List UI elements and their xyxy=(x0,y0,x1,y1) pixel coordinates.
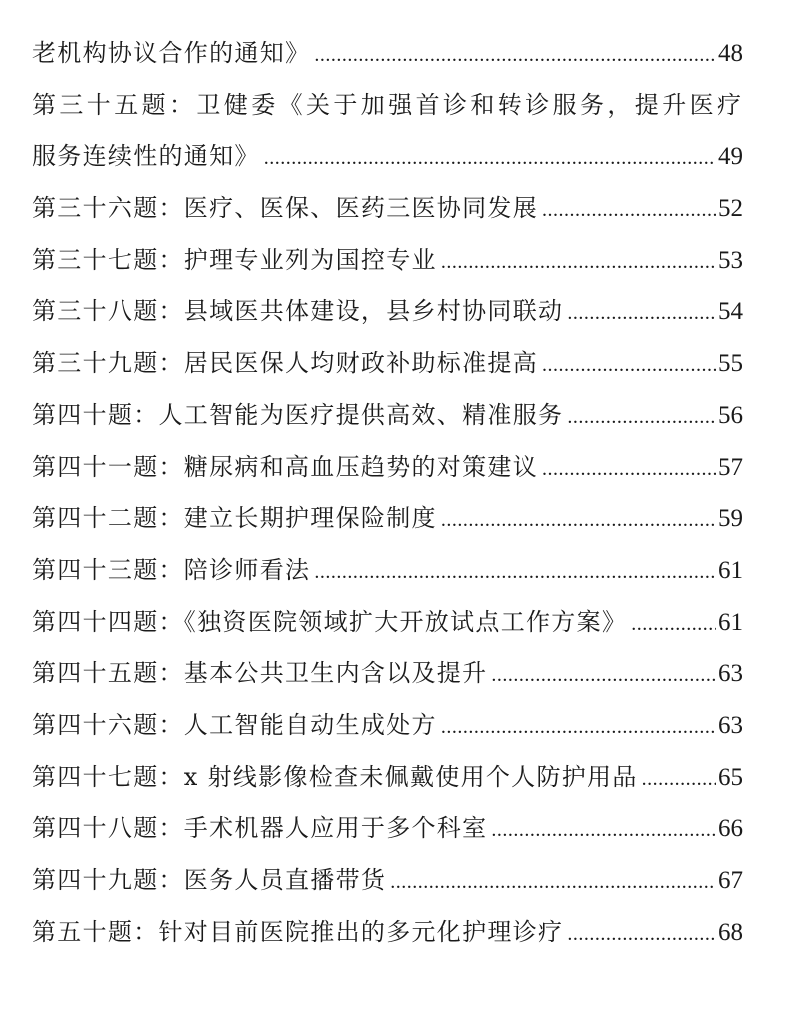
toc-entry[interactable] xyxy=(32,390,743,442)
toc-entry[interactable] xyxy=(32,183,743,235)
toc-entry-page: 54 xyxy=(718,298,743,326)
toc-leader-dots xyxy=(491,650,716,702)
toc-leader-dots xyxy=(642,754,716,806)
toc-entry-title: 第四十五题：基本公共卫生内含以及提升 xyxy=(32,659,488,688)
toc-leader-dots xyxy=(631,599,716,651)
toc-entry-page: 63 xyxy=(718,711,743,739)
toc-entry-title: 第四十一题：糖尿病和高血压趋势的对策建议 xyxy=(32,452,538,481)
toc-leader-dots xyxy=(314,30,716,82)
toc-entry-page: 59 xyxy=(718,505,743,533)
toc-entry-title: 第四十九题：医务人员直播带货 xyxy=(32,866,387,894)
toc-leader-dots xyxy=(542,444,716,496)
toc-leader-dots xyxy=(314,547,716,599)
toc-leader-dots xyxy=(542,185,716,237)
toc-leader-dots xyxy=(491,805,716,857)
toc-entry-title: 第三十八题：县域医共体建设，县乡村协同联动 xyxy=(32,297,564,326)
toc-entry-title: 第四十六题：人工智能自动生成处方 xyxy=(32,710,437,739)
toc-leader-dots xyxy=(542,340,716,392)
toc-entry-title: 第三十五题：卫健委《关于加强首诊和转诊服务，提升医疗 xyxy=(32,90,745,119)
toc-entry-page: 68 xyxy=(718,918,743,946)
toc-entry[interactable] xyxy=(32,803,743,855)
toc-leader-dots xyxy=(567,288,716,340)
toc-entry[interactable] xyxy=(32,235,743,287)
toc-entry-page: 63 xyxy=(718,660,743,688)
toc-entry-title: 第四十七题：x 射线影像检查未佩戴使用个人防护用品 xyxy=(32,762,638,791)
toc-entry-page: 55 xyxy=(718,350,743,378)
toc-leader-dots xyxy=(441,237,716,289)
toc-leader-dots xyxy=(264,133,716,185)
table-of-contents xyxy=(32,28,743,958)
toc-leader-dots xyxy=(390,857,716,909)
toc-entry-page: 65 xyxy=(718,763,743,791)
toc-entry[interactable] xyxy=(32,752,743,804)
toc-entry-title: 第三十七题：护理专业列为国控专业 xyxy=(32,245,437,274)
toc-entry[interactable] xyxy=(32,907,743,959)
toc-entry-page: 61 xyxy=(718,556,743,584)
toc-entry-page: 56 xyxy=(718,401,743,429)
toc-entry-page: 53 xyxy=(718,246,743,274)
toc-entry[interactable] xyxy=(32,80,743,132)
toc-entry-title: 第四十二题：建立长期护理保险制度 xyxy=(32,504,437,533)
toc-entry[interactable] xyxy=(32,28,743,80)
toc-entry-title: 第四十三题：陪诊师看法 xyxy=(32,555,311,584)
toc-entry-page: 61 xyxy=(718,608,743,636)
toc-entry[interactable] xyxy=(32,545,743,597)
toc-entry-title: 第四十八题：手术机器人应用于多个科室 xyxy=(32,814,488,843)
toc-entry-page: 57 xyxy=(718,453,743,481)
toc-entry[interactable] xyxy=(32,493,743,545)
toc-entry-title: 老机构协议合作的通知》 xyxy=(32,39,311,67)
toc-entry-title: 服务连续性的通知》 xyxy=(32,142,260,171)
toc-leader-dots xyxy=(441,702,716,754)
toc-entry-page: 52 xyxy=(718,195,743,223)
toc-entry-page: 66 xyxy=(718,815,743,843)
toc-entry-page: 48 xyxy=(718,40,743,67)
toc-entry-page: 49 xyxy=(718,143,743,171)
toc-entry[interactable] xyxy=(32,442,743,494)
toc-entry-title: 第三十九题：居民医保人均财政补助标准提高 xyxy=(32,349,538,378)
toc-entry-title: 第四十四题：《独资医院领域扩大开放试点工作方案》 xyxy=(32,607,628,636)
toc-entry-title: 第三十六题：医疗、医保、医药三医协同发展 xyxy=(32,194,538,223)
toc-entry[interactable] xyxy=(32,855,743,907)
toc-entry[interactable] xyxy=(32,338,743,390)
toc-leader-dots xyxy=(567,909,716,961)
toc-leader-dots xyxy=(567,392,716,444)
toc-entry-title: 第四十题：人工智能为医疗提供高效、精准服务 xyxy=(32,400,564,429)
toc-leader-dots xyxy=(441,495,716,547)
toc-entry[interactable] xyxy=(32,700,743,752)
toc-entry[interactable] xyxy=(32,597,743,649)
toc-entry[interactable] xyxy=(32,648,743,700)
toc-entry-page: 67 xyxy=(718,867,743,894)
toc-entry[interactable] xyxy=(32,131,743,183)
toc-entry[interactable] xyxy=(32,286,743,338)
toc-entry-title: 第五十题：针对目前医院推出的多元化护理诊疗 xyxy=(32,917,564,946)
